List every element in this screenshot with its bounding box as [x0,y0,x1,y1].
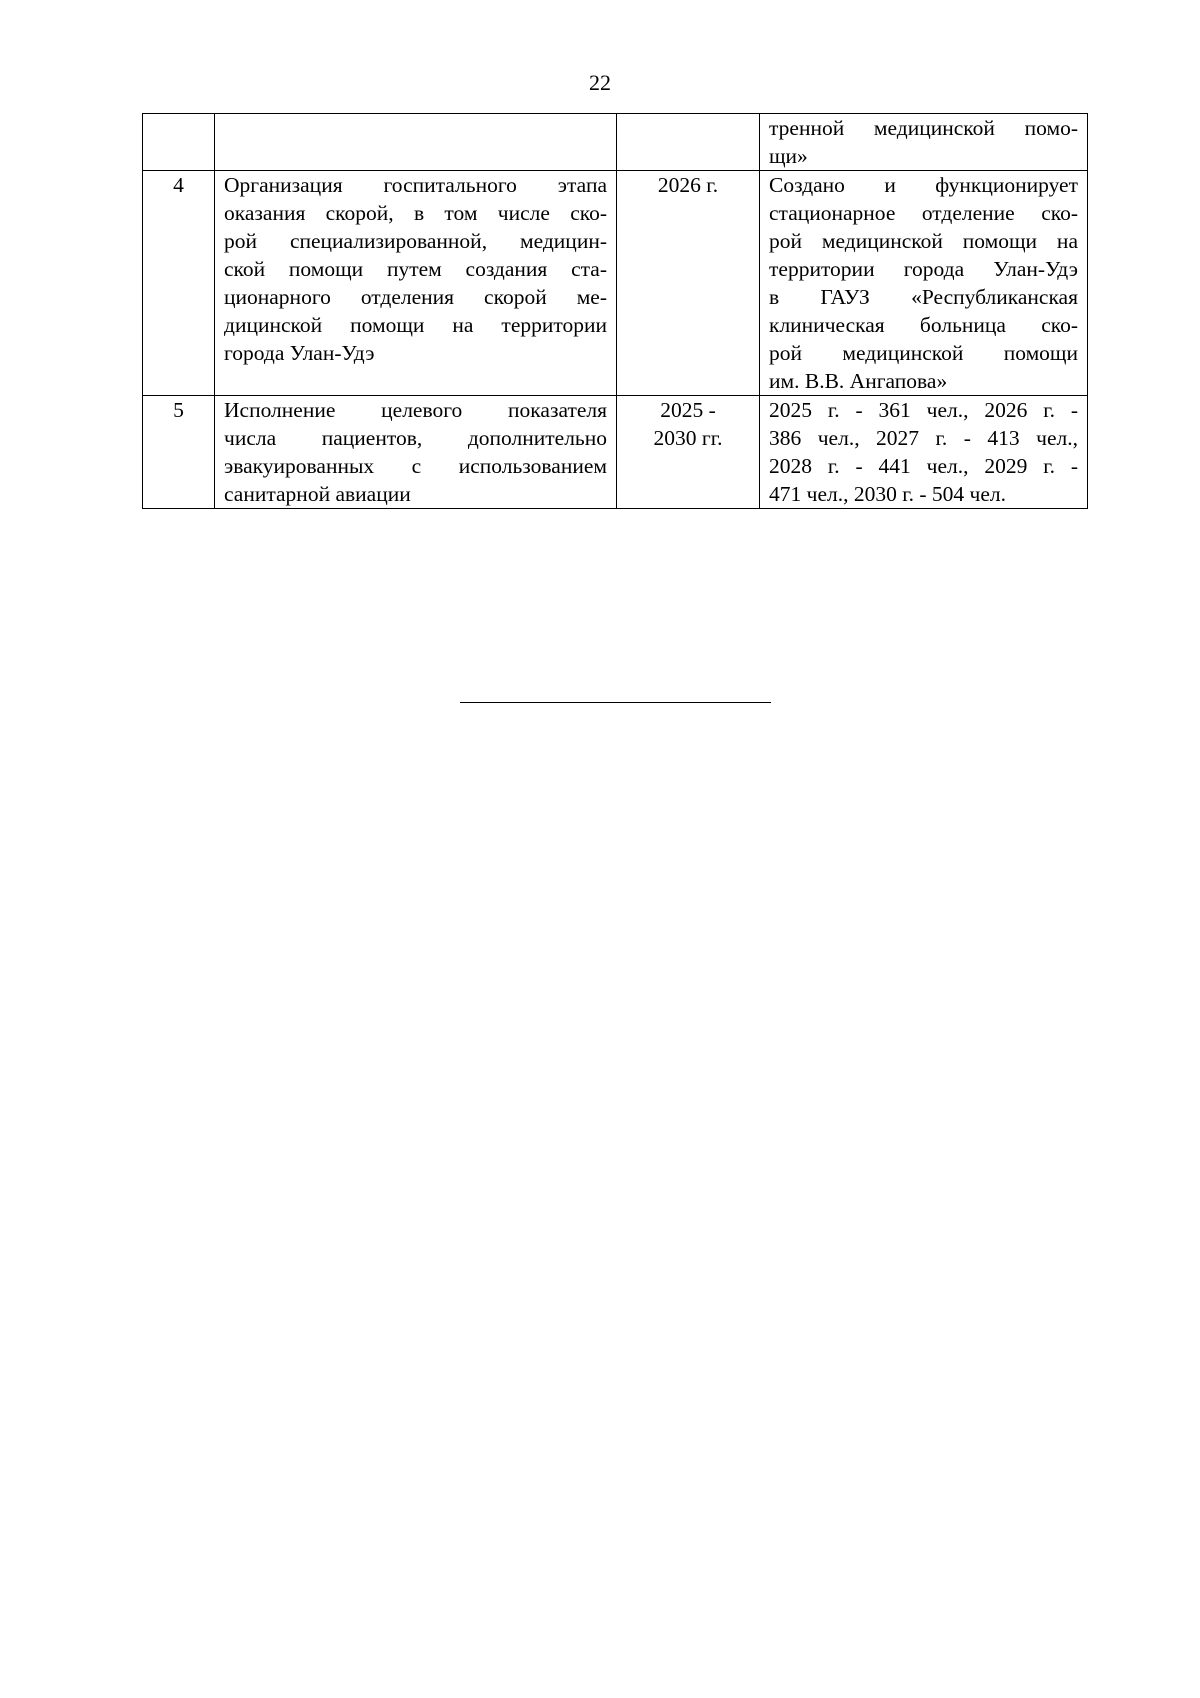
result-line: щи» [769,144,808,168]
result-line: 471 чел., 2030 г. - 504 чел. [769,482,1006,506]
date-line: 2026 г. [657,173,719,197]
event-line: рой специализированной, медицин- [224,229,607,253]
date-line: 2025 - [660,398,716,422]
result-line: территории города Улан-Удэ [769,257,1078,281]
table-row [143,114,1088,171]
date-cell [617,396,760,509]
event-line: ской помощи путем создания ста- [224,257,607,281]
result-line: Создано и функционирует [769,173,1078,197]
date-line: 2030 гг. [653,426,723,450]
event-line: Исполнение целевого показателя [224,398,607,422]
event-cell [215,171,617,396]
result-line: 386 чел., 2027 г. - 413 чел., [769,426,1078,450]
event-cell [215,396,617,509]
result-line: в ГАУЗ «Республиканская [769,285,1078,309]
event-cell [215,114,617,171]
result-line: тренной медицинской помо- [769,116,1078,140]
result-line: рой медицинской помощи [769,341,1078,365]
event-line: ционарного отделения скорой ме- [224,285,607,309]
measures-table [142,113,1088,509]
result-cell [760,171,1088,396]
result-line: стационарное отделение ско- [769,201,1078,225]
table-row [143,171,1088,396]
table-body [143,114,1088,509]
row-number-cell [143,114,215,171]
event-line: эвакуированных с использованием [224,454,607,478]
date-cell [617,171,760,396]
result-line: им. В.В. Ангапова» [769,369,948,393]
row-number-cell: 5 [143,396,215,509]
result-cell [760,396,1088,509]
end-of-document-rule [460,702,771,703]
date-cell [617,114,760,171]
result-line: 2025 г. - 361 чел., 2026 г. - [769,398,1078,422]
event-line: Организация госпитального этапа [224,173,607,197]
row-number-cell: 4 [143,171,215,396]
page-number: 22 [589,70,611,95]
event-line: оказания скорой, в том числе ско- [224,201,607,225]
event-line: дицинской помощи на территории [224,313,607,337]
result-line: рой медицинской помощи на [769,229,1078,253]
event-line: города Улан-Удэ [224,341,375,365]
result-line: клиническая больница ско- [769,313,1078,337]
result-cell [760,114,1088,171]
result-line: 2028 г. - 441 чел., 2029 г. - [769,454,1078,478]
event-line: санитарной авиации [224,482,411,506]
table-row [143,396,1088,509]
event-line: числа пациентов, дополнительно [224,426,607,450]
